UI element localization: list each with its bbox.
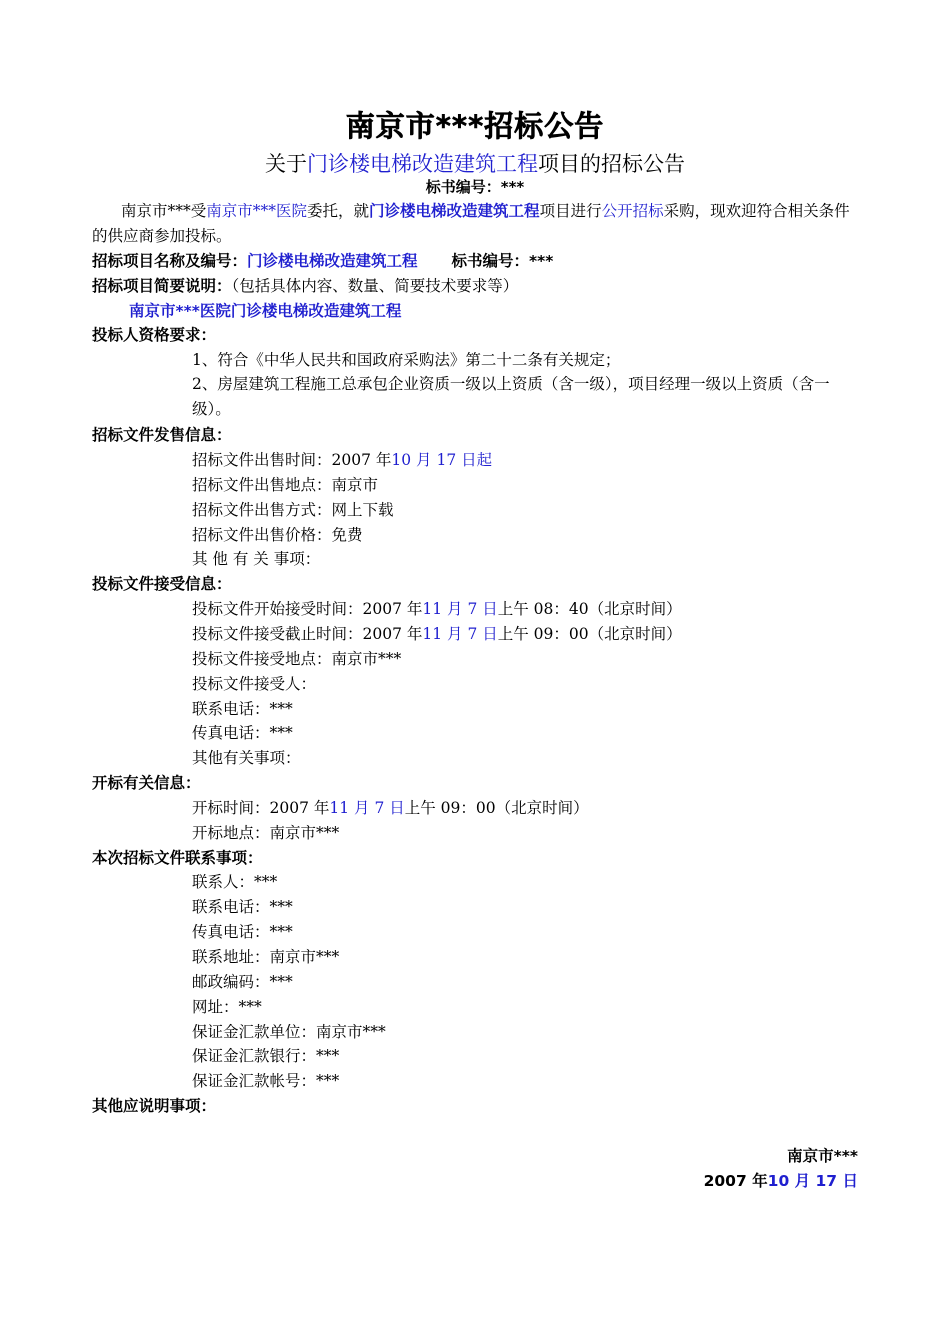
- deposit-unit: 保证金汇款单位：南京市***: [192, 1023, 386, 1041]
- sale-method: 招标文件出售方式：网上下载: [192, 501, 394, 519]
- qualification-item-1: 1、符合《中华人民共和国政府采购法》第二十二条有关规定；: [192, 351, 621, 369]
- project-name-line: 招标项目名称及编号：门诊楼电梯改造建筑工程 标书编号：***: [92, 252, 554, 270]
- deposit-bank: 保证金汇款银行：***: [192, 1047, 340, 1065]
- contact-address: 联系地址：南京市***: [192, 948, 340, 966]
- contact-phone: 联系电话：***: [192, 898, 293, 916]
- document-title: 南京市***招标公告: [345, 109, 605, 143]
- subtitle-project: 门诊楼电梯改造建筑工程: [307, 152, 538, 176]
- opening-place: 开标地点：南京市***: [192, 824, 340, 842]
- qualification-item-2: 2、房屋建筑工程施工总承包企业资质一级以上资质（含一级），项目经理一级以上资质（含一级）。: [192, 375, 830, 418]
- receive-heading: 投标文件接受信息：: [92, 575, 232, 593]
- signature-org: 南京市***: [787, 1147, 858, 1165]
- contact-postcode: 邮政编码：***: [192, 973, 293, 991]
- intro-paragraph: 南京市***受南京市***医院委托，就门诊楼电梯改造建筑工程项目进行公开招标采购，现欢迎符合相关条件的供应商参加投标。: [92, 202, 850, 245]
- document-subtitle: 关于门诊楼电梯改造建筑工程项目的招标公告: [265, 152, 685, 176]
- sale-time: 招标文件出售时间：2007 年10 月 17 日起: [192, 451, 493, 469]
- brief-line: 招标项目简要说明：（包括具体内容、数量、简要技术要求等）: [92, 277, 519, 295]
- receive-person: 投标文件接受人：: [192, 675, 317, 693]
- sale-heading: 招标文件发售信息：: [92, 426, 232, 444]
- contact-person: 联系人：***: [192, 873, 278, 891]
- receive-place: 投标文件接受地点：南京市***: [192, 650, 402, 668]
- sale-place: 招标文件出售地点：南京市: [192, 476, 379, 494]
- opening-heading: 开标有关信息：: [92, 774, 201, 792]
- contact-fax: 传真电话：***: [192, 923, 293, 941]
- contact-website: 网址：***: [192, 998, 262, 1016]
- signature-date: 2007 年10 月 17 日: [703, 1172, 858, 1190]
- receive-start-time: 投标文件开始接受时间：2007 年11 月 7 日上午 08：40（北京时间）: [192, 600, 682, 618]
- receive-phone: 联系电话：***: [192, 700, 293, 718]
- serial-number: 标书编号：***: [425, 178, 525, 196]
- contact-heading: 本次招标文件联系事项：: [92, 849, 263, 867]
- receive-other: 其他有关事项：: [192, 749, 301, 767]
- opening-time: 开标时间：2007 年11 月 7 日上午 09：00（北京时间）: [192, 799, 589, 817]
- qualification-heading: 投标人资格要求：: [92, 326, 217, 344]
- receive-end-time: 投标文件接受截止时间：2007 年11 月 7 日上午 09：00（北京时间）: [192, 625, 682, 643]
- other-notes-heading: 其他应说明事项：: [92, 1097, 217, 1115]
- receive-fax: 传真电话：***: [192, 724, 293, 742]
- sale-price: 招标文件出售价格：免费: [192, 526, 363, 544]
- brief-content: 南京市***医院门诊楼电梯改造建筑工程: [129, 302, 402, 320]
- deposit-account: 保证金汇款帐号：***: [192, 1072, 340, 1090]
- sale-other: 其 他 有 关 事项：: [192, 550, 321, 568]
